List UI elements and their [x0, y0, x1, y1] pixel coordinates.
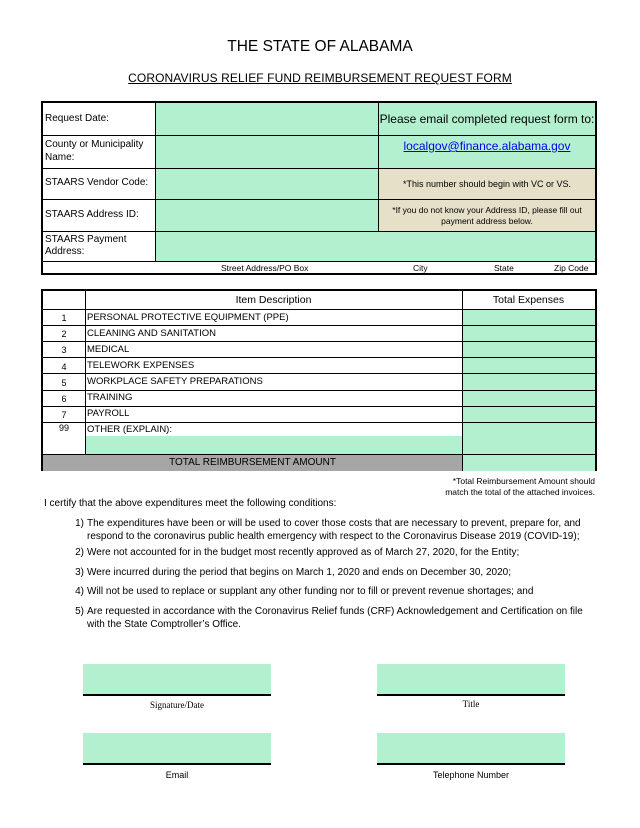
signature-date-field[interactable]: [83, 664, 271, 696]
table-row-desc: CLEANING AND SANITATION: [87, 328, 216, 339]
total-expenses-header: Total Expenses: [492, 294, 565, 306]
request-info-table: [41, 101, 597, 275]
telephone-field[interactable]: [377, 733, 565, 765]
certification-intro: I certify that the above expenditures meet the following conditions:: [44, 498, 337, 509]
table-row-desc: TELEWORK EXPENSES: [87, 360, 195, 371]
caption-zip: Zip Code: [554, 263, 589, 273]
total-note-line2: match the total of the attached invoices.: [445, 487, 595, 497]
title-field[interactable]: [377, 664, 565, 696]
table-row-desc: TRAINING: [87, 392, 133, 403]
table-row-desc: OTHER (EXPLAIN):: [87, 424, 172, 435]
form-subtitle: CORONAVIRUS RELIEF FUND REIMBURSEMENT REQUEST FORM: [128, 71, 512, 85]
request-date-field[interactable]: [156, 103, 378, 135]
caption-city: City: [413, 263, 428, 273]
expense-items-table: [41, 289, 597, 471]
total-note-line1: *Total Reimbursement Amount should: [452, 476, 595, 486]
table-row-desc: MEDICAL: [87, 344, 130, 355]
vendor-code-field[interactable]: [156, 169, 378, 199]
table-row-num: 1: [61, 313, 67, 323]
table-row-num: 99: [58, 423, 69, 433]
vendor-code-note: *This number should begin with VC or VS.: [379, 169, 595, 199]
item-description-header: Item Description: [235, 294, 312, 306]
caption-street: Street Address/PO Box: [221, 263, 309, 273]
condition-number: 2): [75, 547, 84, 558]
vendor-code-label: STAARS Vendor Code:: [45, 177, 149, 189]
table-row-num: 6: [61, 394, 67, 404]
table-row-desc: WORKPLACE SAFETY PREPARATIONS: [87, 376, 263, 387]
total-reimbursement-label: TOTAL REIMBURSEMENT AMOUNT: [43, 455, 462, 471]
county-field[interactable]: [156, 136, 378, 168]
address-id-note: *If you do not know your Address ID, please fill out payment address below.: [379, 200, 595, 231]
table-row-num: 5: [61, 378, 67, 388]
table-row-desc: PAYROLL: [87, 408, 130, 419]
condition-number: 4): [75, 586, 84, 597]
address-id-field[interactable]: [156, 200, 378, 231]
condition-number: 1): [75, 518, 84, 529]
email-label: Email: [165, 770, 189, 780]
signature-date-label: Signature/Date: [150, 700, 204, 710]
email-prompt: Please email completed request form to:: [379, 112, 595, 126]
other-explain-field[interactable]: [86, 436, 462, 454]
condition-number: 5): [75, 606, 84, 617]
email-field[interactable]: [83, 733, 271, 765]
email-link[interactable]: localgov@finance.alabama.gov: [403, 139, 571, 153]
table-row-desc: PERSONAL PROTECTIVE EQUIPMENT (PPE): [87, 312, 289, 323]
payment-address-field[interactable]: [156, 232, 595, 261]
title-label: Title: [462, 699, 480, 709]
table-row-num: 7: [61, 410, 67, 420]
telephone-label: Telephone Number: [432, 770, 510, 780]
condition-text: The expenditures have been or will be used to cover those costs that are necessary to prevent, prepare for, and respond to the coronavirus public health emergency with respect to the Coronavirus Disease 2019 (COVID-19);: [87, 518, 581, 542]
page-title: THE STATE OF ALABAMA: [227, 38, 413, 55]
table-row-num: 2: [61, 329, 67, 339]
condition-text: Were incurred during the period that begins on March 1, 2020 and ends on December 30, 2020;: [87, 567, 511, 578]
payment-address-label: STAARS Payment Address:: [45, 233, 127, 257]
county-label: County or Municipality Name:: [45, 139, 144, 163]
request-date-label: Request Date:: [45, 112, 109, 124]
total-note: [380, 476, 595, 498]
condition-text: Were not accounted for in the budget most recently approved as of March 27, 2020, for the Entity;: [87, 547, 520, 558]
condition-text: Are requested in accordance with the Coronavirus Relief funds (CRF) Acknowledgement and Certification on file with the State Comptroller’s Office.: [87, 606, 583, 630]
address-id-label: STAARS Address ID:: [45, 208, 139, 220]
condition-number: 3): [75, 567, 84, 578]
condition-text: Will not be used to replace or supplant any other funding nor to fill or prevent revenue shortages; and: [87, 586, 534, 597]
table-row-num: 4: [61, 362, 67, 372]
caption-state: State: [494, 263, 514, 273]
table-row-num: 3: [61, 345, 67, 355]
